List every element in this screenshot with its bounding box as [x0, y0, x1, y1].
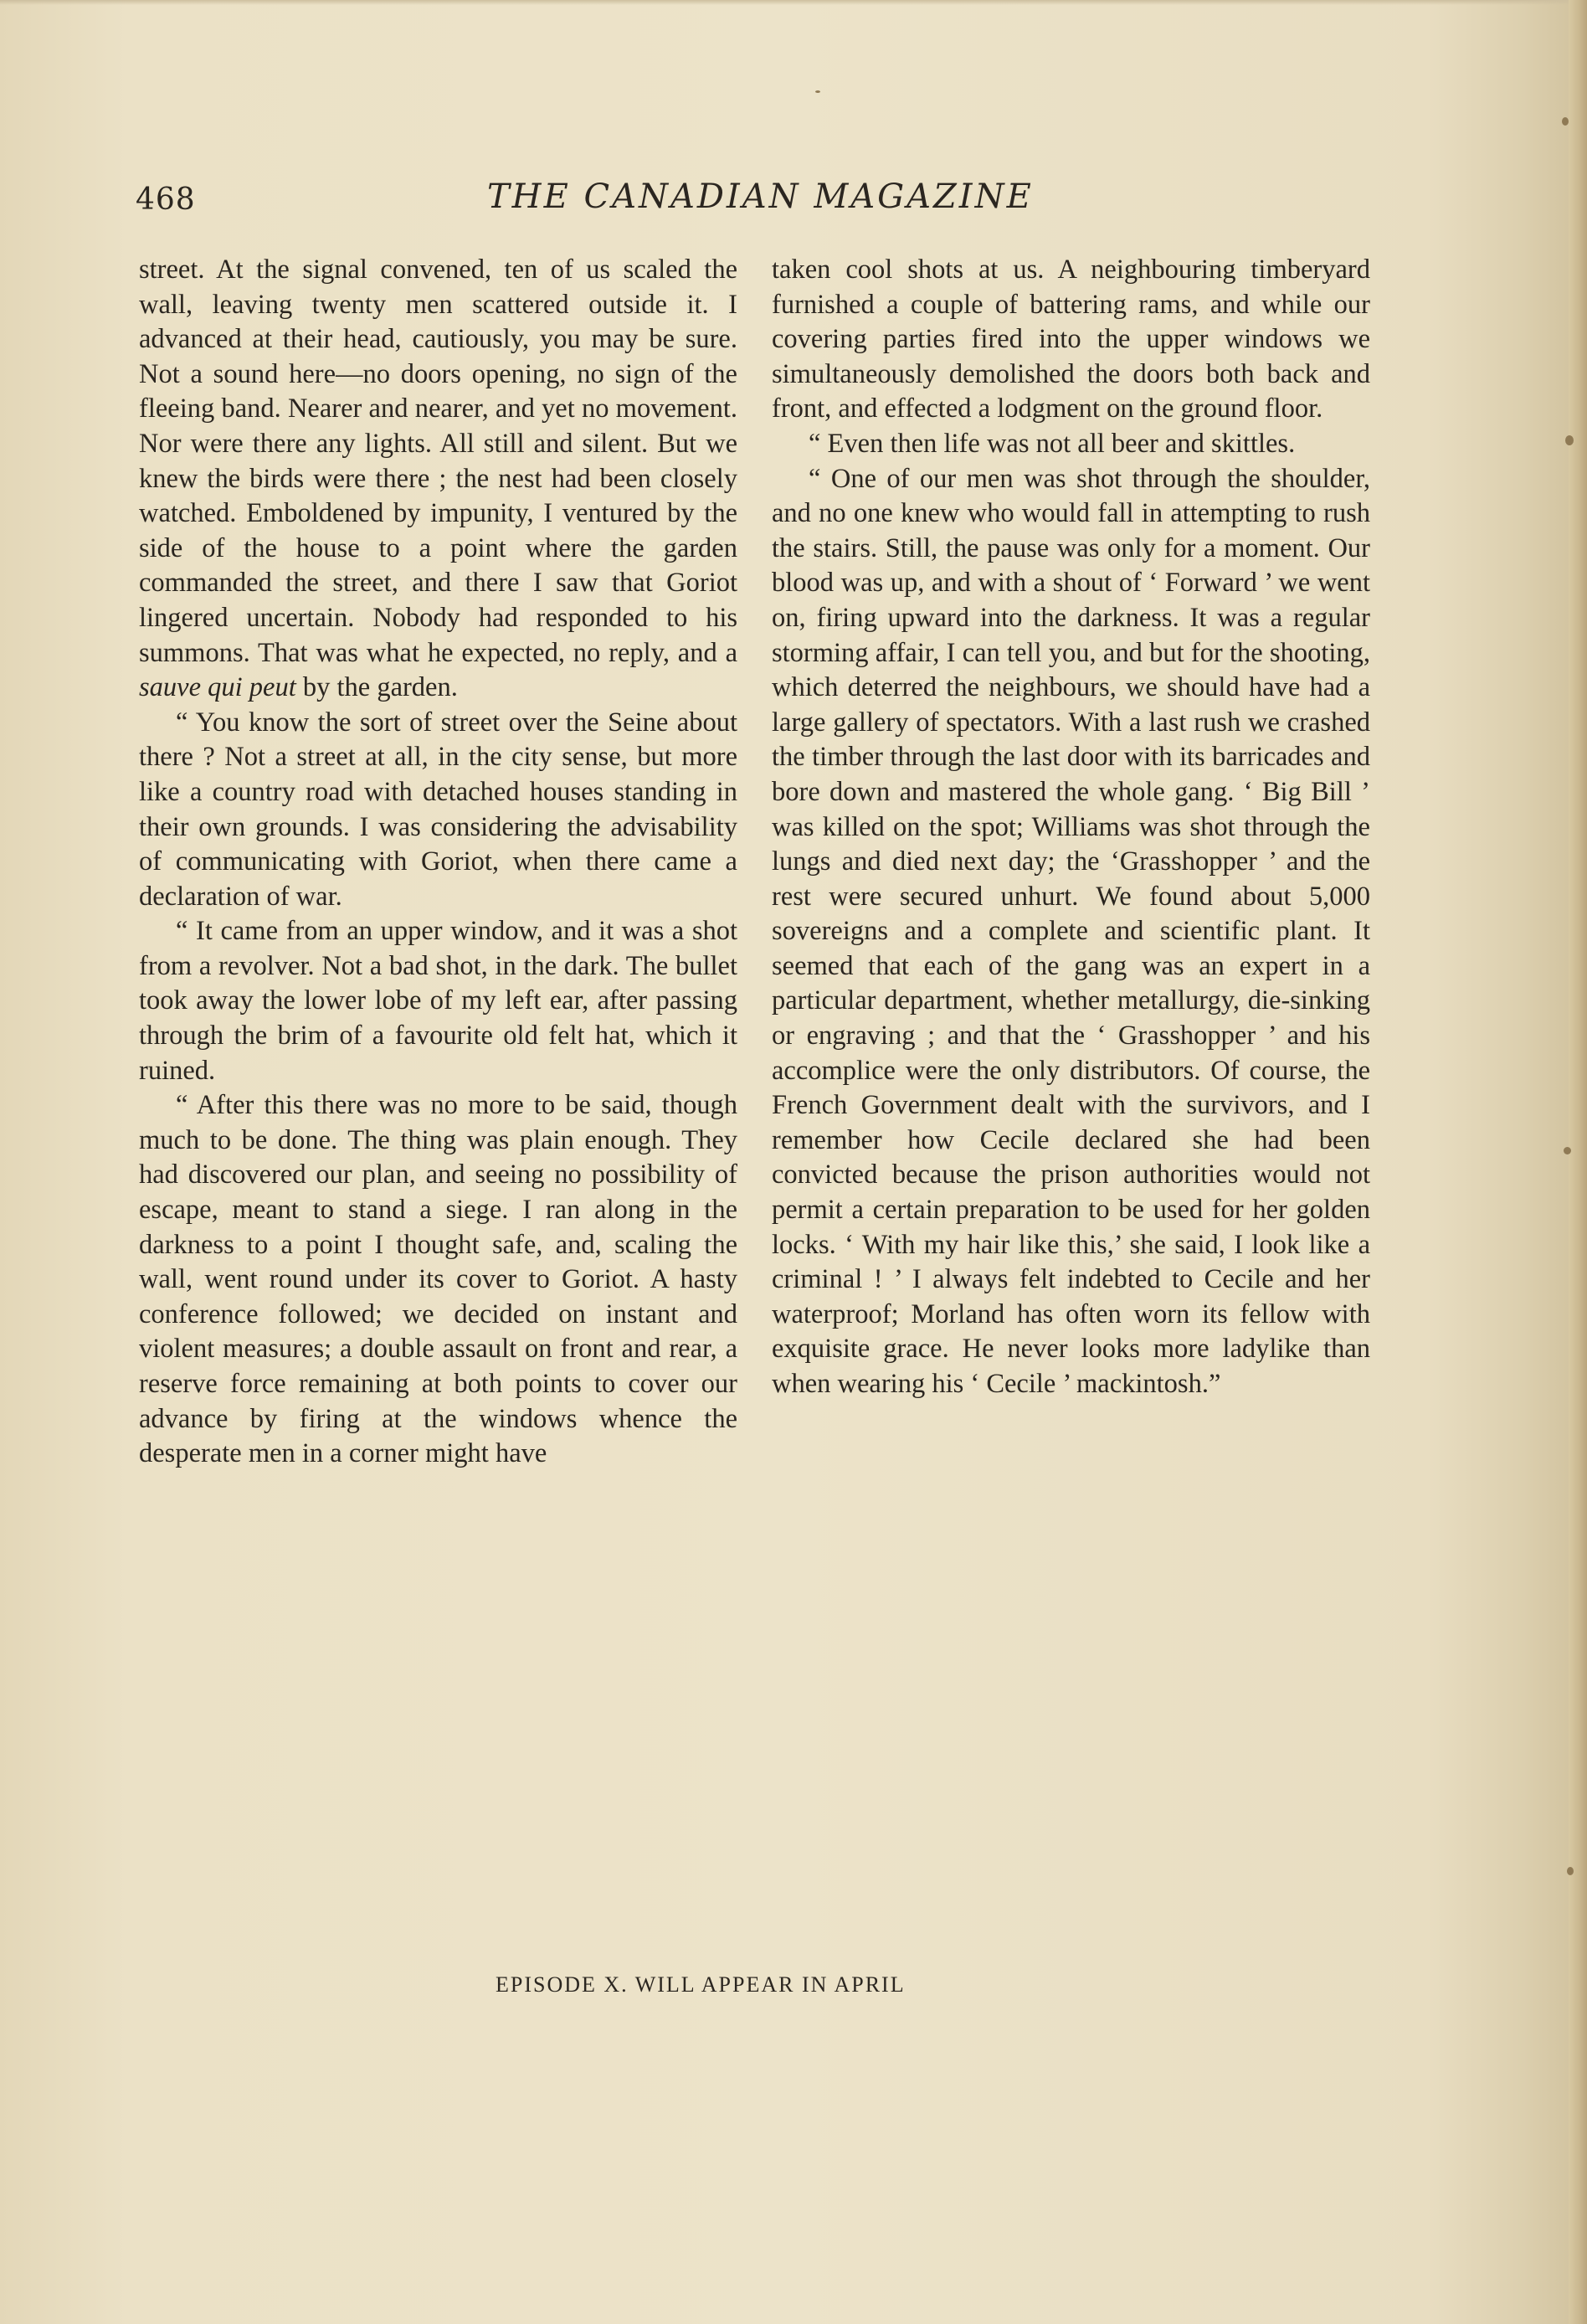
- page-edge: [1569, 0, 1587, 2324]
- left-column: [139, 253, 737, 1472]
- paper-speck: [1565, 435, 1574, 445]
- paragraph-text-tail: by the garden.: [295, 672, 458, 703]
- paper-speck: [1564, 1147, 1571, 1154]
- paragraph: “ You know the sort of street over the Seine about there ? Not a street at all, in the city sense, but more like a country road with detached houses standing in their own grounds. I was considering the advisability of communicating with Goriot, when there came a declaration of war.: [139, 707, 737, 912]
- paragraph: “ One of our men was shot through the shoulder, and no one knew who would fall in attempting to rush the stairs. Still, the pause was only for a moment. Our blood was up, and with a shout of ‘ Forward ’ we went on, firing upward into the darkness. It was a regular storming affair, I can tell you, and but for the shooting, which deterred the neighbours, we should have had a large gallery of spectators. With a last rush we crashed the timber through the last door with its barricades and bore down and mastered the whole gang. ‘ Big Bill ’ was killed on the spot; Williams was shot through the lungs and died next day; the ‘Grasshopper ’ and the rest were secured unhurt. We found about 5,000 sovereigns and a complete and scientific plant. It seemed that each of the gang was an expert in a particular department, whether metallurgy, die-sinking or engraving ; and that the ‘ Grasshopper ’ and his accomplice were the only distributors. Of course, the French Government dealt with the survivors, and I remember how Cecile declared she had been convicted because the prison authorities would not permit a certain preparation to be used for her golden locks. ‘ With my hair like this,’ she said, I look like a criminal ! ’ I always felt indebted to Cecile and her waterproof; Morland has often worn its fellow with exquisite grace. He never looks more ladylike than when wearing his ‘ Cecile ’ mackintosh.”: [772, 463, 1370, 1399]
- page-header: [136, 177, 1374, 228]
- paragraph: “ It came from an upper window, and it was a shot from a revolver. Not a bad shot, in the dark. The bullet took away the lower lobe of my left ear, after passing through the brim of a favourite old felt hat, which it ruined.: [139, 916, 737, 1086]
- right-column: [772, 253, 1370, 1402]
- paragraph: “ After this there was no more to be said, though much to be done. The thing was plain enough. They had discovered our plan, and seeing no possibility of escape, meant to stand a siege. I ran along in the darkness to a point I thought safe, and, scaling the wall, went round under its cover to Goriot. A hasty conference followed; we decided on instant and violent measures; a double assault on front and rear, a reserve force remaining at both points to cover our advance by firing at the windows whence the desperate men in a corner might have: [139, 1090, 737, 1469]
- paper-speck: [1567, 1867, 1574, 1875]
- episode-footer: EPISODE X. WILL APPEAR IN APRIL: [496, 1972, 906, 1997]
- running-head: THE CANADIAN MAGAZINE: [487, 177, 1034, 216]
- paragraph: “ Even then life was not all beer and skittles.: [809, 428, 1296, 459]
- paper-speck: [815, 90, 820, 93]
- paragraph: [139, 253, 737, 706]
- italic-phrase: sauve qui peut: [139, 672, 296, 703]
- page-number: 468: [136, 183, 196, 217]
- paper-speck: [1562, 117, 1569, 126]
- paragraph-text: street. At the signal convened, ten of us scaled the wall, leaving twenty men scattered outside it. I advanced at their head, cautiously, you may be sure. Not a sound here—no doors opening, no sign of the fleeing band. Nearer and nearer, and yet no movement. Nor were there any lights. All still and silent. But we knew the birds were there ; the nest had been closely watched. Emboldened by impunity, I ventured by the side of the house to a point where the garden commanded the street, and there I saw that Goriot lingered uncertain. Nobody had responded to his summons. That was what he expected, no reply, and a: [139, 255, 737, 668]
- page-top-shadow: [0, 0, 1587, 5]
- paragraph: taken cool shots at us. A neighbouring timberyard furnished a couple of battering rams, and while our covering parties fired into the upper windows we simultaneously demolished the doors both back and front, and effected a lodgment on the ground floor.: [772, 255, 1370, 424]
